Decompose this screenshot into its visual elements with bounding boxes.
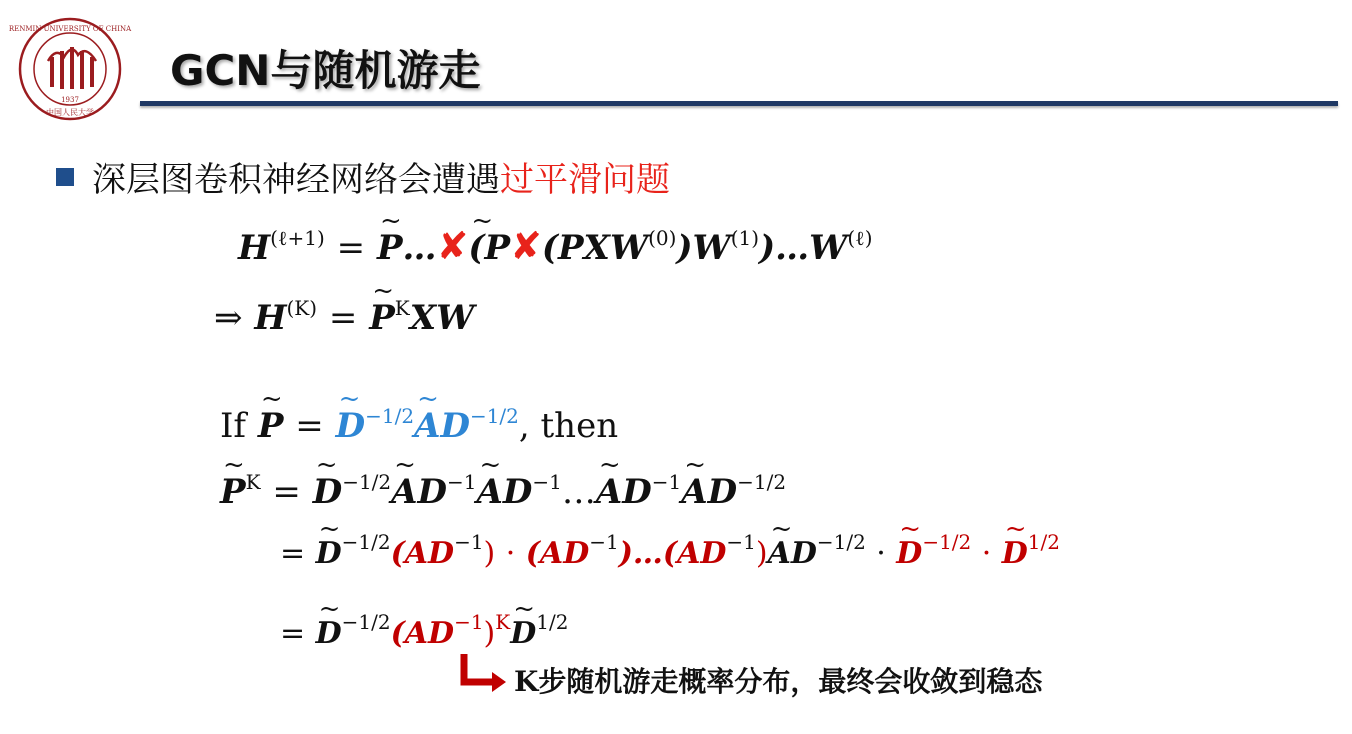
bullet-marker [56, 168, 74, 186]
elbow-arrow-icon [458, 652, 508, 692]
university-logo [8, 17, 132, 121]
cross-mark-1: ✘ [436, 224, 469, 268]
bullet-plain: 深层图卷积神经网络会遭遇 [92, 160, 500, 200]
equation-line-1: $H^{(\ell+1)}$ = ~ P…✘~ $(P✘(PXW^{(0)})W^{(1)})\dots W^{(\ell)}$ [238, 224, 873, 268]
cross-mark-2: ✘ [510, 224, 542, 268]
bullet-highlight: 过平滑问题 [500, 160, 670, 200]
equation-line-2: ⇒ $H^{(K)}$ = ~ $P^KXW$ [214, 296, 474, 338]
logo-cn: 中国人民大学 [46, 108, 94, 117]
logo-text: RENMIN UNIVERSITY OF CHINA [8, 25, 132, 33]
equation-line-4: ~ $P^K$ = ~ $D^{-1/2}\sim$ $AD^{-1}\sim$ $AD^{-1}\dots\sim$ $AD^{-1}\sim$ $AD^{-1/2}$ [220, 470, 786, 512]
equation-line-5: = ~ $D^{-1/2}(AD^{-1})$ · $(AD^{-1})\dots(AD^{-1})\sim$ $AD^{-1/2}$ · ~ $D^{-1/2}$ · ~ $D^{1/2}$ [280, 530, 1060, 571]
note-text: K步随机游走概率分布，最终会收敛到稳态 [514, 665, 1043, 698]
bullet-text [92, 152, 670, 201]
title-rule [140, 101, 1338, 106]
equation-line-6: = ~ $D^{-1/2}(AD^{-1})^K\sim$ $D^{1/2}$ [280, 610, 568, 651]
equation-line-3: If ~ P = ~ $D^{-1/2}\sim$ $AD^{-1/2}$, then [220, 404, 618, 446]
logo-year: 1937 [61, 96, 79, 104]
slide-title: GCN与随机游走 [170, 46, 481, 95]
